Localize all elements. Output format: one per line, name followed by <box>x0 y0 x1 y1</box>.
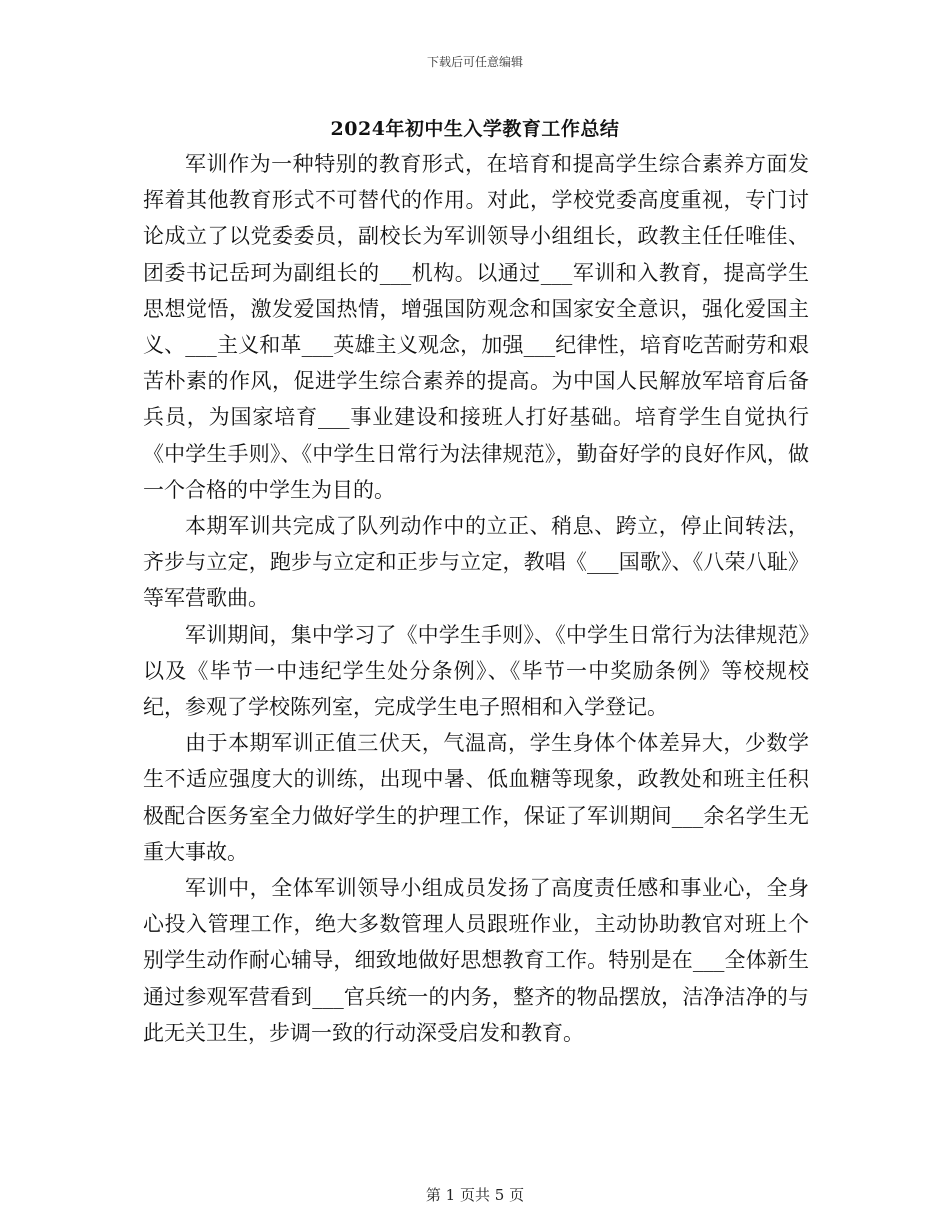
paragraph-5: 军训中，全体军训领导小组成员发扬了高度责任感和事业心，全身心投入管理工作，绝大多数管理人员跟班作业，主动协助教官对班上个别学生动作耐心辅导，细致地做好思想教育工作。特别是在___全体新生通过参观军营看到___官兵统一的内务，整齐的物品摆放，洁净洁净的与此无关卫生，步调一致的行动深受启发和教育。 <box>143 876 809 1045</box>
header-note: 下载后可任意编辑 <box>426 55 523 69</box>
page-number-footer: 第 1 页共 5 页 <box>425 1186 525 1204</box>
paragraph-3: 军训期间，集中学习了《中学生手则》、《中学生日常行为法律规范》以及《毕节一中违纪学生处分条例》、《毕节一中奖励条例》等校规校纪，参观了学校陈列室，完成学生电子照相和入学登记。 <box>143 622 809 720</box>
paragraph-4: 由于本期军训正值三伏天，气温高，学生身体个体差异大，少数学生不适应强度大的训练，出现中暑、低血糖等现象，政教处和班主任积极配合医务室全力做好学生的护理工作，保证了军训期间___余名学生无重大事故。 <box>143 731 809 864</box>
paragraph-1: 军训作为一种特别的教育形式，在培育和提高学生综合素养方面发挥着其他教育形式不可替代的作用。对此，学校党委高度重视，专门讨论成立了以党委委员，副校长为军训领导小组组长，政教主任任唯佳、团委书记岳珂为副组长的___机构。以通过___军训和入教育，提高学生思想觉悟，激发爱国热情，增强国防观念和国家安全意识，强化爱国主义、___主义和革___英雄主义观念，加强___纪律性，培育吃苦耐劳和艰苦朴素的作风，促进学生综合素养的提高。为中国人民解放军培育后备兵员，为国家培育___事业建设和接班人打好基础。培育学生自觉执行《中学生手则》、《中学生日常行为法律规范》，勤奋好学的良好作风，做一个合格的中学生为目的。 <box>143 152 809 502</box>
document-title: 2024年初中生入学教育工作总结 <box>330 118 620 140</box>
document-body <box>143 146 809 1051</box>
paragraph-2: 本期军训共完成了队列动作中的立正、稍息、跨立，停止间转法，齐步与立定，跑步与立定和正步与立定，教唱《___国歌》、《八荣八耻》等军营歌曲。 <box>143 514 809 611</box>
